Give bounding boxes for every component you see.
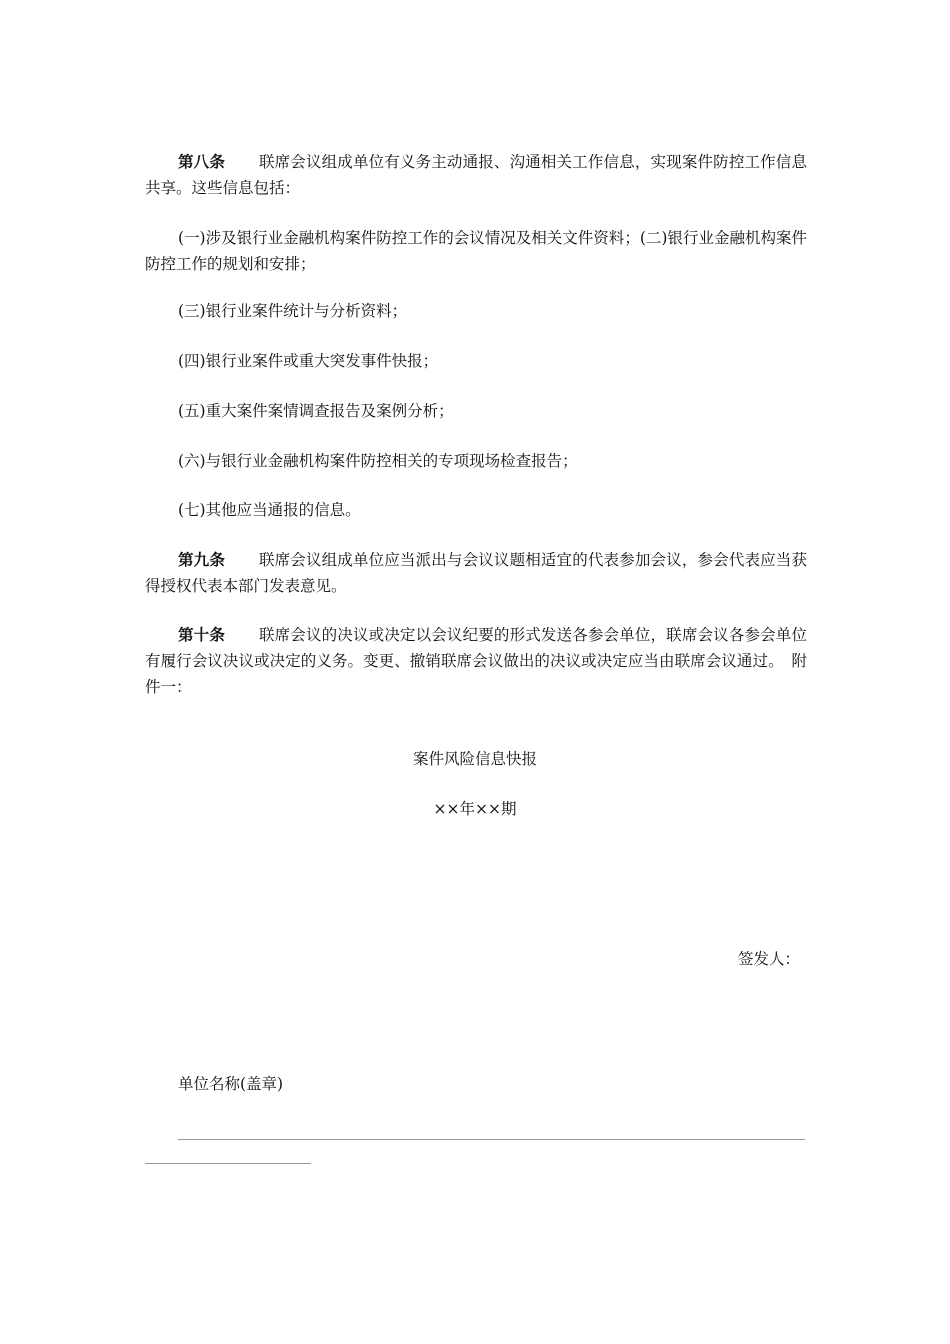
unit-name-label: 单位名称(盖章): [178, 1075, 284, 1093]
item-1-2: (一)涉及银行业金融机构案件防控工作的会议情况及相关文件资料；(二)银行业金融机构案件防控工作的规划和安排；: [145, 229, 807, 273]
article-8-label: 第八条: [178, 153, 225, 171]
article-10-text: 联席会议的决议或决定以会议纪要的形式发送各参会单位，联席会议各参会单位有履行会议决议或决定的义务。变更、撤销联席会议做出的决议或决定应当由联席会议通过。 附件一：: [145, 626, 807, 696]
article-8: [145, 149, 807, 201]
article-10: [145, 622, 807, 700]
article-9-text: 联席会议组成单位应当派出与会议议题相适宜的代表参加会议，参会代表应当获得授权代表本部门发表意见。: [145, 551, 807, 595]
item-3: (三)银行业案件统计与分析资料；: [178, 302, 408, 320]
article-10-label: 第十条: [178, 626, 225, 644]
item-4: (四)银行业案件或重大突发事件快报；: [178, 352, 439, 370]
article-9: [145, 547, 807, 599]
item-5: (五)重大案件案情调查报告及案例分析；: [178, 402, 454, 420]
divider-line-short: [145, 1163, 311, 1164]
item-7: (七)其他应当通报的信息。: [178, 501, 361, 519]
item-6: (六)与银行业金融机构案件防控相关的专项现场检查报告；: [178, 452, 578, 470]
divider-line-long: [178, 1139, 805, 1140]
form-issue: ××年××期: [433, 800, 517, 818]
form-title: 案件风险信息快报: [412, 750, 537, 768]
signer-label: 签发人：: [738, 950, 801, 968]
article-9-label: 第九条: [178, 551, 225, 569]
article-8-text: 联席会议组成单位有义务主动通报、沟通相关工作信息，实现案件防控工作信息共享。这些信息包括：: [145, 153, 807, 197]
